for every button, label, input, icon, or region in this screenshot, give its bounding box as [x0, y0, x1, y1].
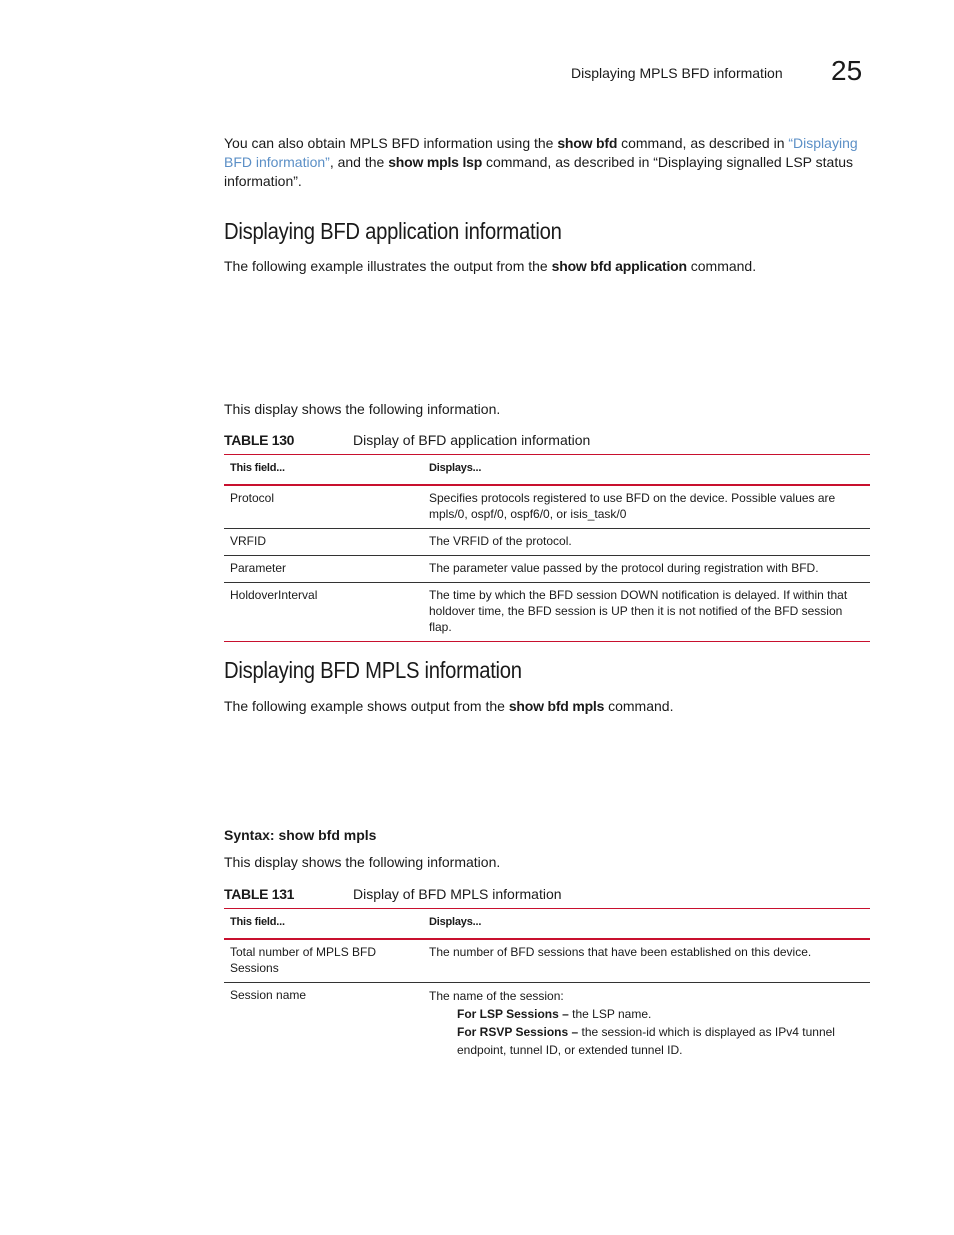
lsp-sessions-label: For LSP Sessions – — [457, 1007, 569, 1021]
intro-command-show-mpls-lsp: show mpls lsp — [388, 154, 483, 170]
table-row — [224, 583, 870, 642]
description-cell: The number of BFD sessions that have been established on this device. — [423, 939, 870, 983]
section2-text-pre: The following example shows output from the — [224, 698, 509, 714]
section2-paragraph — [224, 697, 864, 716]
table-131 — [224, 908, 870, 1065]
running-header-title: Displaying MPLS BFD information — [571, 65, 783, 81]
table-131-caption — [224, 886, 562, 902]
description-cell: The time by which the BFD session DOWN notification is delayed. If within that holdover time, the BFD session is UP then it is not notified of the BFD session flap. — [423, 583, 870, 642]
table-130-number: TABLE 130 — [224, 432, 295, 448]
table-130 — [224, 454, 870, 642]
description-cell: The parameter value passed by the protocol during registration with BFD. — [423, 556, 870, 583]
section1-text-pre: The following example illustrates the output from the — [224, 258, 552, 274]
description-cell: Specifies protocols registered to use BFD on the device. Possible values are mpls/0, ospf/0, ospf6/0, or isis_task/0 — [423, 485, 870, 529]
description-cell: The VRFID of the protocol. — [423, 529, 870, 556]
section2-display-text: This display shows the following information. — [224, 854, 501, 870]
command-show-bfd-mpls: show bfd mpls — [508, 698, 605, 714]
syntax-line: Syntax: show bfd mpls — [224, 827, 377, 843]
command-show-bfd-application: show bfd application — [551, 258, 687, 274]
column-header-displays: Displays... — [423, 909, 870, 940]
section-heading-bfd-application: Displaying BFD application information — [224, 218, 562, 244]
intro-text-1: You can also obtain MPLS BFD information using the — [224, 135, 558, 151]
intro-text-4: command, as described in “Displaying signalled LSP status information”. — [224, 154, 854, 189]
table-row — [224, 939, 870, 983]
field-cell: Protocol — [224, 485, 423, 529]
session-name-description: The name of the session: — [429, 989, 564, 1003]
description-cell — [423, 983, 870, 1066]
rsvp-sessions-label: For RSVP Sessions – — [457, 1025, 579, 1039]
column-header-displays: Displays... — [423, 455, 870, 486]
section2-text-post: command. — [604, 698, 674, 714]
table-header-row — [224, 909, 870, 940]
displaying-bfd-information-link[interactable]: “Displaying BFD information” — [224, 135, 858, 170]
section1-paragraph — [224, 257, 864, 276]
field-cell: Session name — [230, 988, 307, 1002]
table-header-row — [224, 455, 870, 486]
table-130-caption — [224, 432, 590, 448]
intro-text-3: , and the — [329, 154, 389, 170]
table-row — [224, 485, 870, 529]
table-130-title: Display of BFD application information — [353, 432, 591, 448]
rsvp-sessions-text: the session-id which is displayed as IPv4 tunnel endpoint, tunnel ID, or extended tunnel ID. — [457, 1025, 835, 1057]
field-cell: Parameter — [224, 556, 423, 583]
chapter-number: 25 — [831, 55, 863, 86]
field-cell: Total number of MPLS BFD Sessions — [224, 939, 423, 983]
table-row — [224, 529, 870, 556]
section-heading-bfd-mpls: Displaying BFD MPLS information — [224, 657, 522, 683]
intro-command-show-bfd: show bfd — [557, 135, 618, 151]
lsp-sessions-text: the LSP name. — [568, 1007, 652, 1021]
section1-display-text: This display shows the following information. — [224, 401, 501, 417]
lsp-sessions-item — [429, 1005, 864, 1023]
table-row — [224, 556, 870, 583]
section1-text-post: command. — [686, 258, 757, 274]
column-header-field: This field... — [224, 455, 423, 486]
table-131-title: Display of BFD MPLS information — [353, 886, 562, 902]
column-header-field: This field... — [224, 909, 423, 940]
field-cell: HoldoverInterval — [224, 583, 423, 642]
rsvp-sessions-item — [429, 1023, 864, 1059]
table-131-number: TABLE 131 — [224, 886, 295, 902]
field-cell: VRFID — [224, 529, 423, 556]
intro-paragraph — [224, 134, 864, 191]
table-row — [224, 983, 870, 1066]
intro-text-2: command, as described in — [617, 135, 789, 151]
